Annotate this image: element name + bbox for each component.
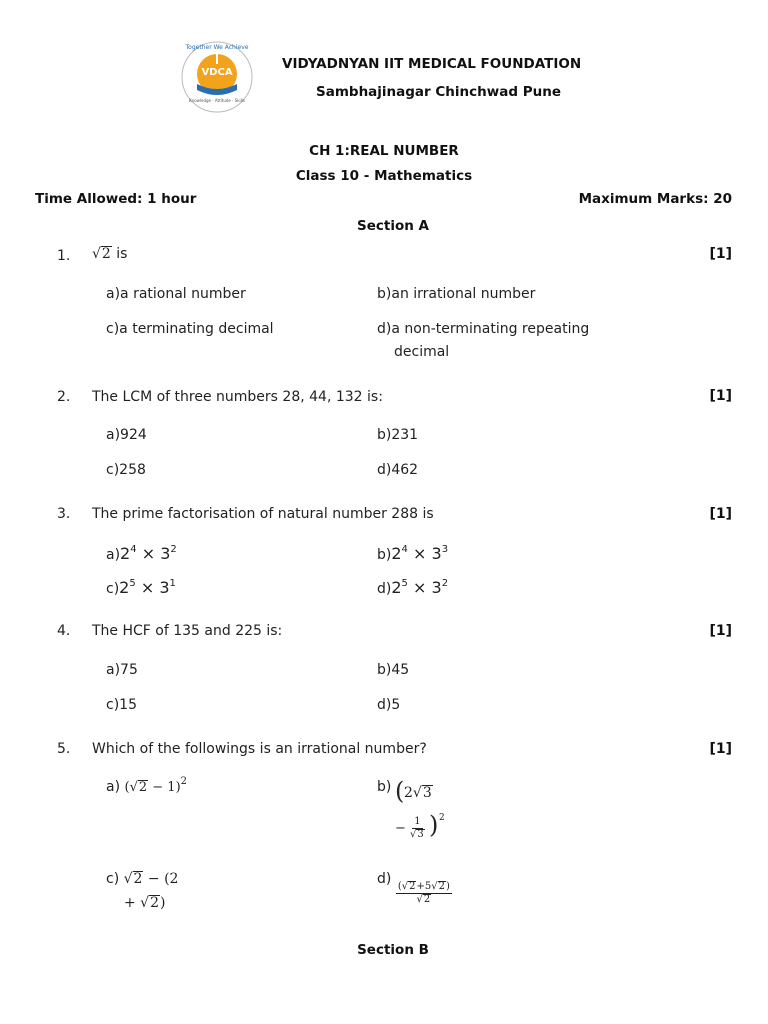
logo: [180, 40, 254, 114]
question-marks: [1]: [709, 246, 732, 262]
section-b-heading: Section B: [357, 942, 429, 958]
org-location: Sambhajinagar Chinchwad Pune: [316, 84, 561, 100]
option-c: $c)2^5 \times 3^1$: [106, 578, 176, 597]
question-text: The LCM of three numbers 28, 44, 132 is:: [92, 389, 383, 405]
org-name: VIDYADNYAN IIT MEDICAL FOUNDATION: [282, 56, 582, 72]
option-b: b)45: [377, 662, 410, 678]
question-marks: [1]: [709, 741, 732, 757]
class-title: Class 10 - Mathematics: [295, 168, 473, 184]
question-number: 1.: [57, 248, 71, 264]
question-text: The prime factorisation of natural number 288 is: [92, 506, 434, 522]
question-number: 5.: [57, 741, 71, 757]
time-allowed: Time Allowed: 1 hour: [35, 191, 197, 207]
question-marks: [1]: [709, 388, 732, 404]
question-number: 3.: [57, 506, 71, 522]
option-b: b)an irrational number: [377, 286, 536, 302]
logo-bottom-text: Knowledge · Attitude · Skills: [189, 98, 245, 103]
option-a: $a)2^4 \times 3^2$: [106, 544, 177, 563]
option-d: d) $\frac{(√2+5√2)}{√2}$: [377, 871, 450, 905]
option-b: b): [377, 779, 392, 795]
option-d-continued: decimal: [394, 344, 450, 360]
option-d: $d)2^5 \times 3^2$: [377, 578, 449, 597]
chapter-title: CH 1:REAL NUMBER: [309, 143, 459, 159]
option-a: a)75: [106, 662, 138, 678]
question-number: 2.: [57, 389, 71, 405]
question-text: Which of the followings is an irrational number?: [92, 741, 427, 757]
option-d-fraction: $\frac{(√2+5√2)}{√2}$: [397, 881, 450, 905]
question-marks: [1]: [709, 506, 732, 522]
section-a-heading: Section A: [357, 218, 429, 234]
option-d: d)a non-terminating repeating: [377, 321, 590, 337]
question-text: The HCF of 135 and 225 is:: [92, 623, 283, 639]
option-c: c) √2 − (2: [106, 871, 179, 887]
option-c-continued: + √2): [124, 895, 166, 911]
option-d: d)5: [377, 697, 401, 713]
logo-top-text: Together We Achieve: [185, 44, 249, 51]
option-d: d)462: [377, 462, 419, 478]
logo-title: VDCA: [201, 67, 233, 78]
option-a: a)a rational number: [106, 286, 246, 302]
option-c: c)a terminating decimal: [106, 321, 274, 337]
sqrt-2-expression: √2: [92, 246, 111, 262]
option-b: $b)2^4 \times 3^3$: [377, 544, 449, 563]
maximum-marks: Maximum Marks: 20: [578, 191, 732, 207]
option-a: a) $(√2 - 1)^2$: [106, 776, 188, 795]
option-a: a)924: [106, 427, 147, 443]
question-marks: [1]: [709, 623, 732, 639]
question-number: 4.: [57, 623, 71, 639]
option-b: b)231: [377, 427, 419, 443]
option-c: c)258: [106, 462, 146, 478]
option-b-expression: ( 2√3 − $\frac{1}{√3}$ ) 2: [395, 777, 445, 840]
question-text: √2 is: [92, 246, 128, 262]
option-c: c)15: [106, 697, 137, 713]
